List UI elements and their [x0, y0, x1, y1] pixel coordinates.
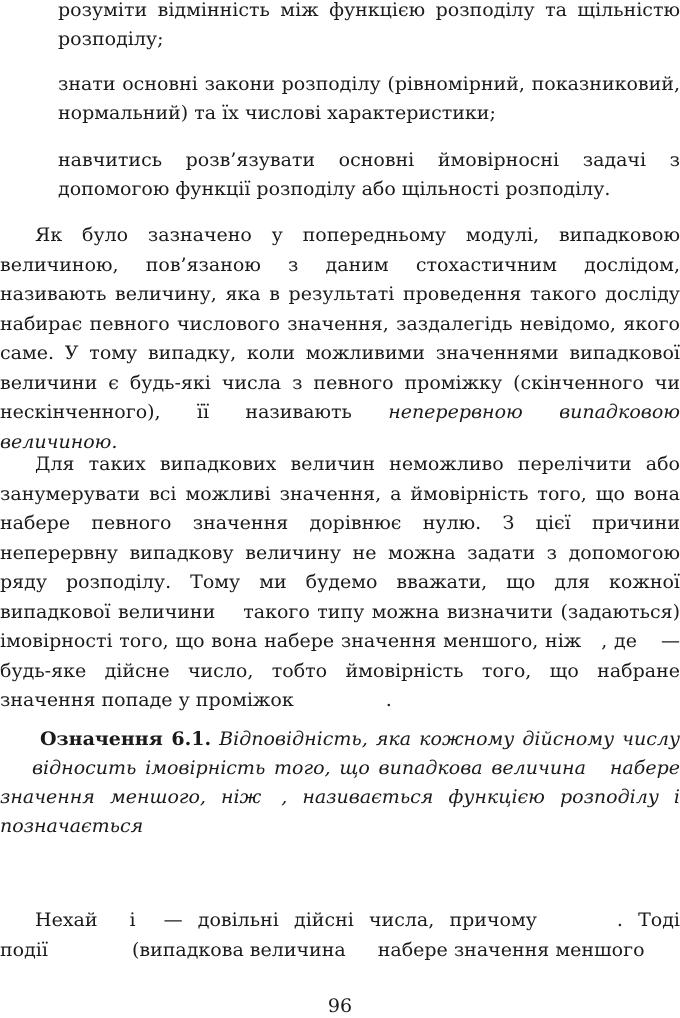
paragraph-text-4: . Тоді події — [0, 909, 680, 961]
definition-text-1: Відповідність, яка кожному дійсному числу — [219, 728, 680, 750]
paragraph-text-2: такого типу можна визначити (задаються) імовірності того, що вона набере значення меншого, ніж — [0, 600, 680, 652]
paragraph-text-1: Нехай — [35, 909, 98, 931]
objective-item-2: знати основні закони розподілу (рівномірний, показниковий, нормальний) та їх числові характеристики; — [58, 73, 680, 124]
definition-heading: Означення 6.1. — [40, 728, 212, 750]
continuous-variable-term: неперервною випадковою величиною. — [0, 401, 680, 453]
definition-text-2: відносить імовірність того, що випадкова величина — [32, 757, 586, 779]
objective-item-1: розуміти відмінність між функцією розподілу та щільністю розподілу; — [58, 0, 680, 50]
paragraph-interval — [0, 906, 680, 965]
page-number: 96 — [327, 995, 353, 1017]
paragraph-text-1: Для таких випадкових величин неможливо перелічити або занумерувати всі можливі значення, а ймовірність того, що вона набере певного значення дорівнює нулю. З цієї причини неперервну випадкову величину не можна задати з допомогою ряду розподілу. Тому ми будемо вважати, що для кожної випадкової величини — [0, 453, 680, 623]
paragraph-text-2: і — [129, 909, 136, 931]
paragraph-text: Як було зазначено у попередньому модулі, випадковою величиною, пов’язаною з даним стохастичним дослідом, називають величину, яка в результаті проведення такого досліду набирає певного числового значення, заздалегідь невідомо, якого саме. У тому випадку, коли можливими значеннями випадкової величини є будь-які числа з певного проміжку (скінченного чи нескінченного), її називають — [0, 224, 680, 423]
definition-text-4: , називається функцією розподілу і позначається — [0, 786, 680, 837]
paragraph-text-5: . — [385, 689, 392, 711]
paragraph-text-5: (випадкова величина — [131, 938, 346, 961]
paragraph-text-3: — довільні дійсні числа, причому — [163, 909, 537, 931]
objective-item-3: навчитись розв’язувати основні ймовірносні задачі з допомогою функції розподілу або щільності розподілу. — [58, 149, 680, 200]
definition-text-3: набере значення меншого, ніж — [0, 757, 680, 808]
paragraph-text-3: , де — [601, 630, 637, 652]
paragraph-random-variable — [0, 221, 680, 457]
paragraph-text-6: набере значення меншого — [377, 938, 645, 961]
definition-6-1 — [0, 725, 680, 841]
paragraph-probability — [0, 450, 680, 716]
paragraph-text-4: — будь-яке дійсне число, тобто ймовірність того, що набране значення попаде у проміжок — [0, 630, 680, 711]
